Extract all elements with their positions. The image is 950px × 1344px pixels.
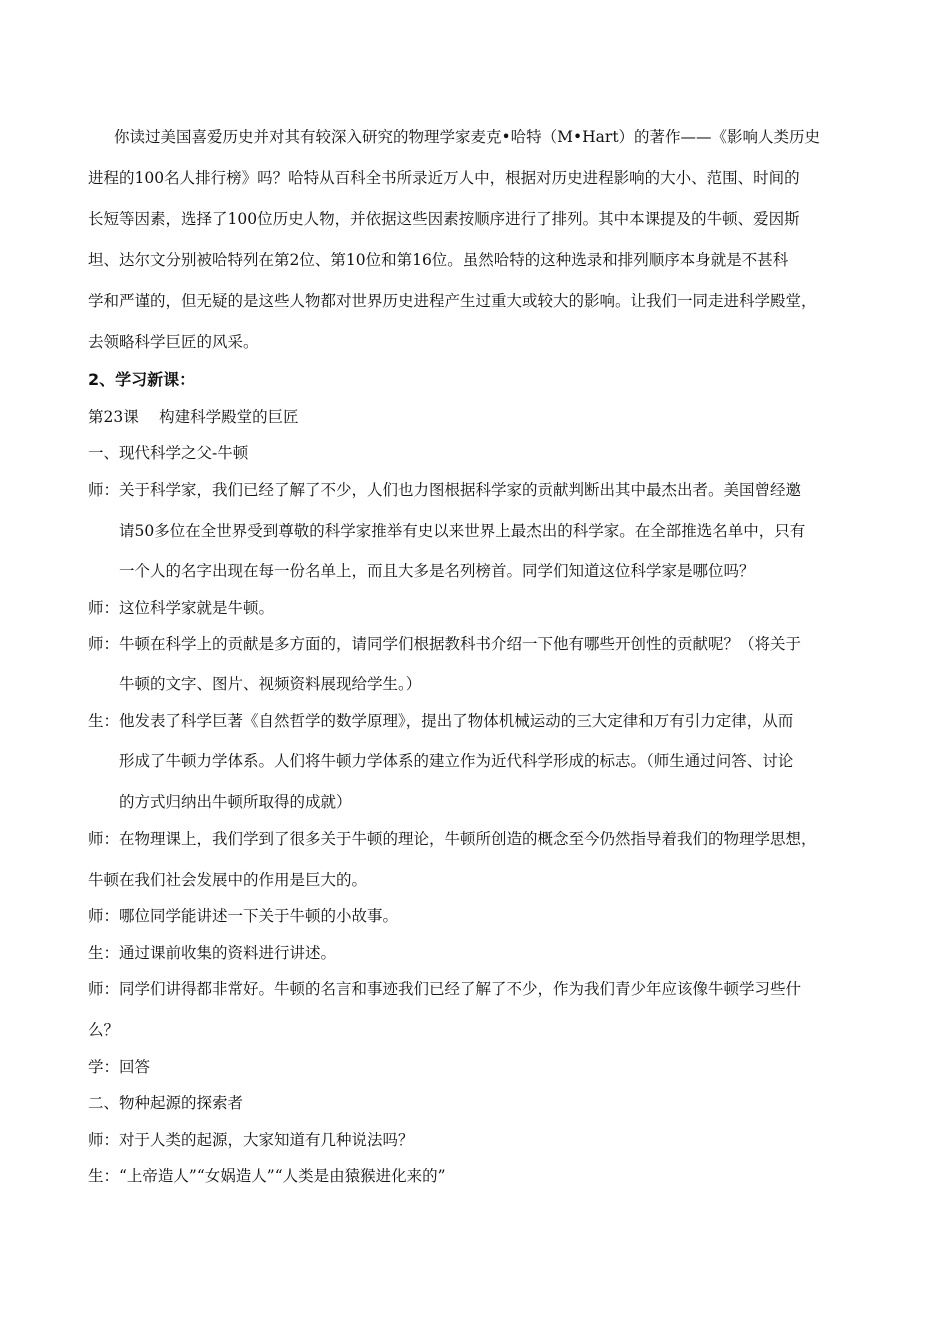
lesson-title: 第23课 构建科学殿堂的巨匠	[88, 408, 299, 426]
dialogue-line: 么？	[88, 1021, 120, 1039]
section-heading: 2、学习新课：	[88, 370, 196, 389]
dialogue-line: 师：同学们讲得都非常好。牛顿的名言和事迹我们已经了解了不少，作为我们青少年应该像牛顿学习些什	[88, 980, 802, 998]
intro-paragraph-line: 你读过美国喜爱历史并对其有较深入研究的物理学家麦克•哈特（M•Hart）的著作——《影响人类历史	[114, 128, 821, 146]
dialogue-line: 师：关于科学家，我们已经了解了不少，人们也力图根据科学家的贡献判断出其中最杰出者。美国曾经邀	[88, 481, 802, 499]
dialogue-line: 的方式归纳出牛顿所取得的成就）	[119, 793, 352, 811]
dialogue-line: 学：回答	[88, 1058, 151, 1076]
dialogue-line: 形成了牛顿力学体系。人们将牛顿力学体系的建立作为近代科学形成的标志。（师生通过问答、讨论	[119, 752, 794, 770]
dialogue-line: 请50多位在全世界受到尊敬的科学家推举有史以来世界上最杰出的科学家。在全部推选名单中，只有	[119, 522, 806, 540]
dialogue-line: 生：通过课前收集的资料进行讲述。	[88, 944, 337, 962]
dialogue-line: 牛顿在我们社会发展中的作用是巨大的。	[88, 871, 368, 889]
dialogue-line: 师：牛顿在科学上的贡献是多方面的，请同学们根据教科书介绍一下他有哪些开创性的贡献呢？（将关于	[88, 635, 802, 653]
intro-paragraph-line: 去领略科学巨匠的风采。	[88, 333, 259, 351]
dialogue-line: 生：“上帝造人”“女娲造人”“人类是由猿猴进化来的”	[88, 1167, 446, 1185]
dialogue-line: 一个人的名字出现在每一份名单上，而且大多是名列榜首。同学们知道这位科学家是哪位吗？	[119, 562, 755, 580]
dialogue-line: 师：这位科学家就是牛顿。	[88, 599, 275, 617]
intro-paragraph-line: 长短等因素，选择了100位历史人物，并依据这些因素按顺序进行了排列。其中本课提及的牛顿、爱因斯	[88, 210, 800, 228]
dialogue-line: 牛顿的文字、图片、视频资料展现给学生。）	[119, 675, 422, 693]
intro-paragraph-line: 坦、达尔文分别被哈特列在第2位、第10位和第16位。虽然哈特的这种选录和排列顺序本身就是不甚科	[88, 251, 789, 269]
intro-paragraph-line: 进程的100名人排行榜》吗？哈特从百科全书所录近万人中，根据对历史进程影响的大小、范围、时间的	[88, 169, 800, 187]
intro-paragraph-line: 学和严谨的，但无疑的是这些人物都对世界历史进程产生过重大或较大的影响。让我们一同走进科学殿堂，	[88, 292, 817, 310]
part-title: 一、现代科学之父-牛顿	[88, 444, 249, 462]
part-title: 二、物种起源的探索者	[88, 1094, 244, 1112]
dialogue-line: 师：哪位同学能讲述一下关于牛顿的小故事。	[88, 907, 399, 925]
dialogue-line: 生：他发表了科学巨著《自然哲学的数学原理》，提出了物体机械运动的三大定律和万有引力定律，从而	[88, 712, 794, 730]
dialogue-line: 师：对于人类的起源，大家知道有几种说法吗？	[88, 1131, 414, 1149]
dialogue-line: 师：在物理课上，我们学到了很多关于牛顿的理论，牛顿所创造的概念至今仍然指导着我们的物理学思想，	[88, 830, 817, 848]
